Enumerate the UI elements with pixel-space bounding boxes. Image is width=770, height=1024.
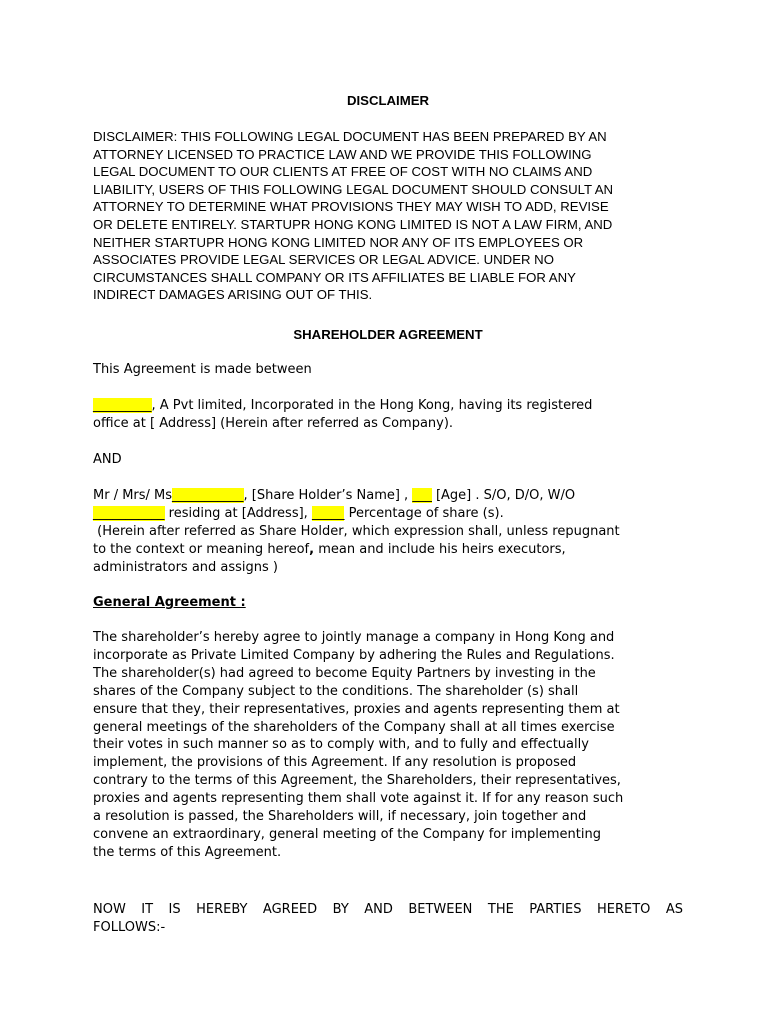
now-agreed-line: FOLLOWS:-: [93, 919, 166, 935]
disclaimer-line: LEGAL DOCUMENT TO OUR CLIENTS AT FREE OF COST WITH NO CLAIMS AND: [93, 164, 593, 180]
party-shareholder-line: administrators and assigns ): [93, 559, 279, 575]
general-agreement-heading-text: General Agreement :: [93, 595, 246, 610]
party-shareholder-text: Mr / Mrs/ Ms: [93, 488, 173, 503]
party-shareholder-line: [93, 541, 683, 559]
bold-comma: ,: [309, 541, 315, 557]
disclaimer-line: ASSOCIATES PROVIDE LEGAL SERVICES OR LEGAL ADVICE. UNDER NO: [93, 252, 554, 268]
agreement-intro: This Agreement is made between: [93, 362, 312, 377]
general-line: implement, the provisions of this Agreement. If any resolution is proposed: [93, 755, 577, 771]
party-company-paragraph: [93, 397, 683, 433]
agreement-title: SHAREHOLDER AGREEMENT: [293, 327, 483, 342]
disclaimer-line: ATTORNEY TO DETERMINE WHAT PROVISIONS THEY MAY WISH TO ADD, REVISE: [93, 199, 609, 215]
blank-highlight: ___: [412, 488, 432, 503]
general-line: The shareholder(s) had agreed to become Equity Partners by investing in the: [93, 665, 596, 681]
general-line: contrary to the terms of this Agreement, the Shareholders, their representatives,: [93, 773, 621, 789]
general-line: proxies and agents representing them shall vote against it. If for any reason such: [93, 791, 624, 807]
general-line: incorporate as Private Limited Company by adhering the Rules and Regulations.: [93, 647, 615, 663]
and-label: AND: [93, 452, 122, 467]
disclaimer-line: OR DELETE ENTIRELY. STARTUPR HONG KONG LIMITED IS NOT A LAW FIRM, AND: [93, 216, 613, 232]
party-shareholder-line: [93, 505, 683, 523]
general-line: ensure that they, their representatives, proxies and agents representing them at: [93, 701, 620, 717]
blank-highlight: _________: [93, 398, 152, 413]
party-shareholder-paragraph: [93, 487, 683, 577]
general-agreement-paragraph: [93, 629, 683, 862]
party-company-line: office at [ Address] (Herein after referred as Company).: [93, 415, 454, 431]
now-agreed-paragraph: [93, 901, 683, 937]
disclaimer-line: NEITHER STARTUPR HONG KONG LIMITED NOR ANY OF ITS EMPLOYEES OR: [93, 234, 584, 250]
blank-highlight: _____: [311, 505, 345, 521]
blank-highlight: ___________: [93, 505, 165, 521]
disclaimer-paragraph: [93, 128, 683, 304]
disclaimer-heading: DISCLAIMER: [346, 93, 430, 108]
party-shareholder-text: Percentage of share (s).: [344, 505, 504, 521]
party-shareholder-text: [Age] . S/O, D/O, W/O: [431, 488, 576, 503]
disclaimer-line: DISCLAIMER: THIS FOLLOWING LEGAL DOCUMENT HAS BEEN PREPARED BY AN: [93, 129, 607, 144]
party-company-line: [93, 397, 683, 415]
now-agreed-line: NOW IT IS HEREBY AGREED BY AND BETWEEN THE PARTIES HERETO AS: [93, 902, 683, 917]
party-shareholder-text: to the context or meaning hereof: [93, 541, 310, 557]
party-shareholder-text: residing at [Address],: [164, 505, 312, 521]
disclaimer-line: CIRCUMSTANCES SHALL COMPANY OR ITS AFFILIATES BE LIABLE FOR ANY: [93, 269, 576, 285]
general-line: shares of the Company subject to the conditions. The shareholder (s) shall: [93, 683, 579, 699]
general-agreement-heading: [93, 594, 683, 612]
general-line: convene an extraordinary, general meeting of the Company for implementing: [93, 826, 601, 842]
party-shareholder-line: [93, 487, 683, 505]
general-line: general meetings of the shareholders of the Company shall at all times exercise: [93, 719, 615, 735]
general-line: The shareholder’s hereby agree to jointly manage a company in Hong Kong and: [93, 630, 615, 645]
blank-highlight: ___________: [172, 488, 244, 503]
disclaimer-line: ATTORNEY LICENSED TO PRACTICE LAW AND WE PROVIDE THIS FOLLOWING: [93, 146, 592, 162]
disclaimer-line: LIABILITY, USERS OF THIS FOLLOWING LEGAL DOCUMENT SHOULD CONSULT AN: [93, 181, 614, 197]
disclaimer-line: INDIRECT DAMAGES ARISING OUT OF THIS.: [93, 287, 373, 303]
party-shareholder-text: , [Share Holder’s Name] ,: [243, 488, 413, 503]
general-line: the terms of this Agreement.: [93, 844, 282, 860]
general-line: a resolution is passed, the Shareholders will, if necessary, join together and: [93, 809, 587, 825]
party-shareholder-text: mean and include his heirs executors,: [314, 541, 566, 557]
general-line: their votes in such manner so as to comply with, and to fully and effectually: [93, 737, 589, 753]
party-shareholder-line: (Herein after referred as Share Holder, which expression shall, unless repugnant: [93, 523, 620, 539]
party-company-text: , A Pvt limited, Incorporated in the Hong Kong, having its registered: [151, 398, 593, 413]
